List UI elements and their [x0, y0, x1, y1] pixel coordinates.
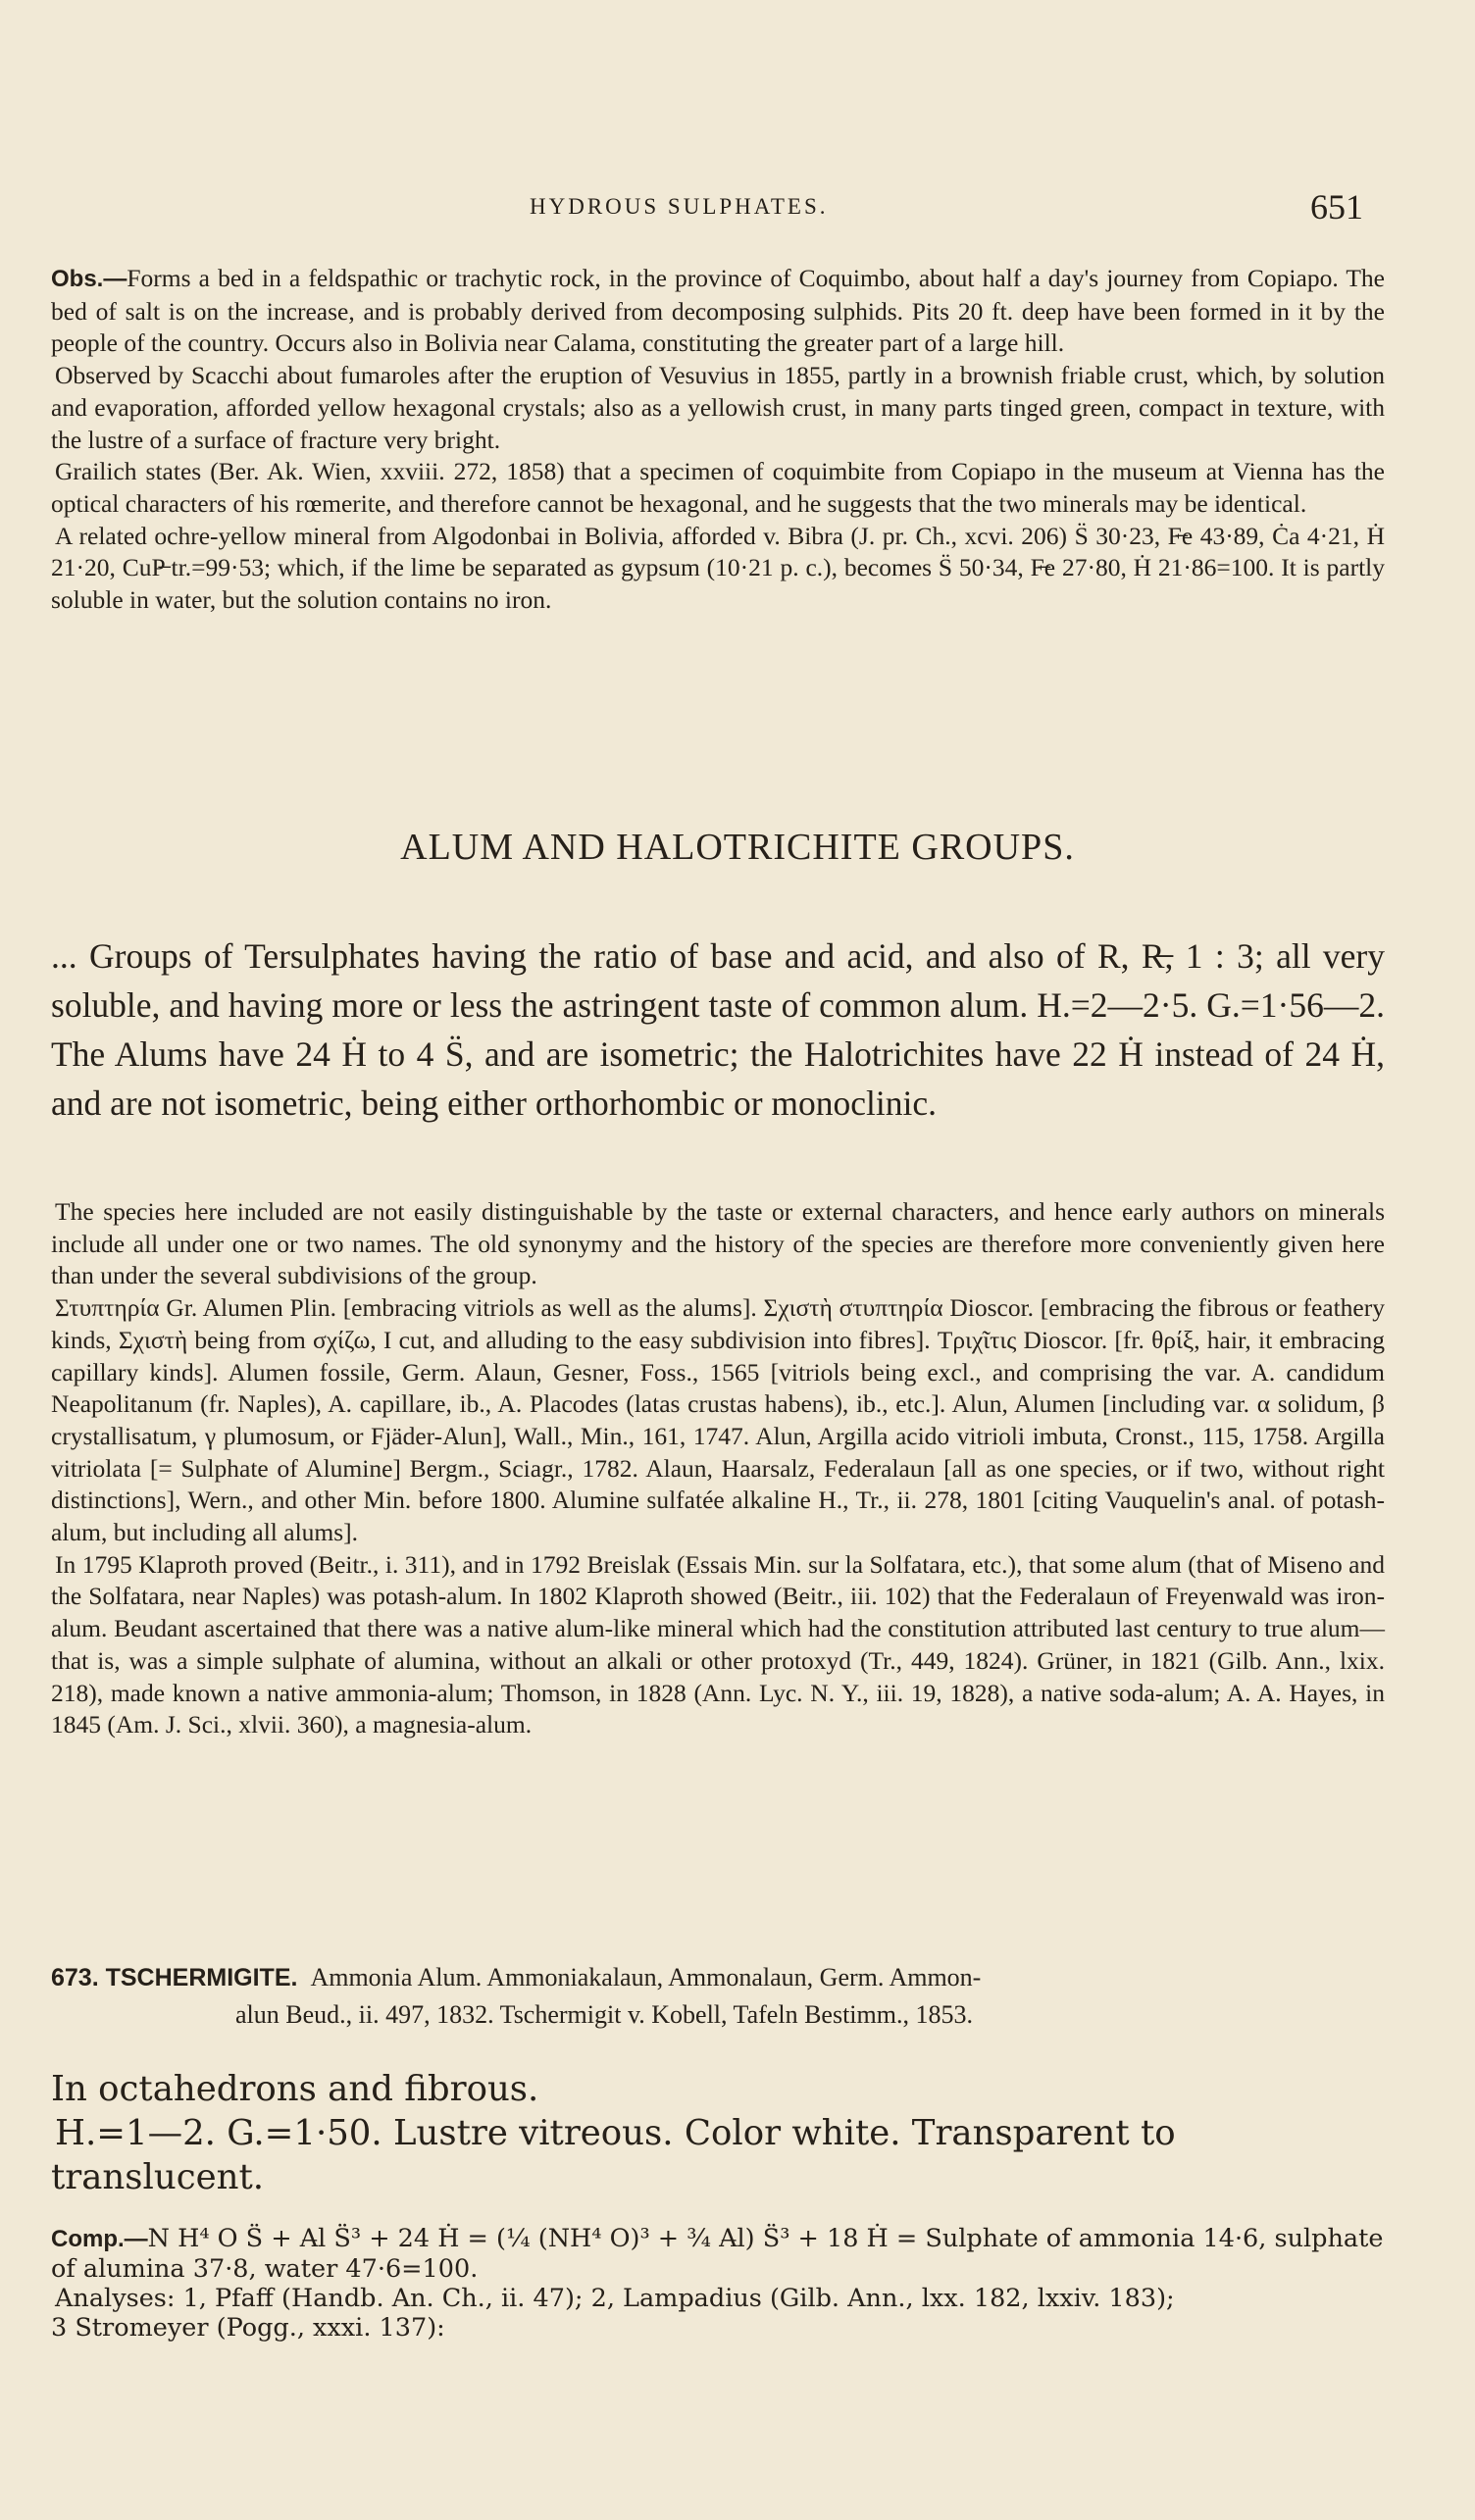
- note-paragraph: [51, 456, 1385, 520]
- composition: [51, 2224, 1385, 2284]
- synonymy-paragraph: The species here included are not easily distinguishable by the taste or external characters, and hence early authors on minerals include all under one or two names. The old synonymy and the history of the species are therefore more conveniently given here than under the several subdivisions of the group.: [51, 1197, 1385, 1290]
- running-header: [0, 186, 1475, 226]
- composition-block: [51, 2224, 1385, 2343]
- note-paragraph: [51, 360, 1385, 456]
- note-text: A related ochre-yellow mineral from Algodonbai in Bolivia, afforded v. Bibra (J. pr. Ch., xcvi. 206) S̈ 30·23, F̶e 43·89, Ċa 4·21, Ḣ 21·20, CuP̶ tr.=99·53; which, if the lime be separated as gypsum (10·21 p. c.), becomes S̈ 50·34, F̶e 27·80, Ḣ 21·86=100. It is partly soluble in water, but the solution contains no iron.: [51, 521, 1385, 615]
- synonymy-paragraph: Στυπτηρία Gr. Alumen Plin. [embracing vitriols as well as the alums]. Σχιστὴ στυπτηρία Dioscor. [embracing the fibrous or feathery kinds, Σχιστὴ being from σχίζω, I cut, and alluding to the easy subdivision into fibres]. Τριχῖτις Dioscor. [fr. θρίξ, hair, it embracing capillary kinds]. Alumen fossile, Germ. Alaun, Gesner, Foss., 1565 [vitriols being excl., and comprising the var. A. candidum Neapolitanum (fr. Naples), A. capillare, ib., A. Placodes (latas crustas habens), ib., etc.]. Alun, Alumen [including var. α solidum, β crystallisatum, γ plumosum, or Fjäder-Alun], Wall., Min., 161, 1747. Alun, Argilla acido vitrioli imbuta, Cronst., 115, 1758. Argilla vitriolata [= Sulphate of Alumine] Bergm., Sciagr., 1782. Alaun, Haarsalz, Federalaun [all as one species, or if two, without right distinctions], Wern., and other Min. before 1800. Alumine sulfatée alkaline H., Tr., ii. 278, 1801 [citing Vauquelin's anal. of potash-alum, but including all alums].: [51, 1293, 1385, 1547]
- note-text: Grailich states (Ber. Ak. Wien, xxviii. 272, 1858) that a specimen of coquimbite from Copiapo in the museum at Vienna has the optical characters of his rœmerite, and therefore cannot be hexagonal, and he suggests that the two minerals may be identical.: [51, 457, 1385, 518]
- species-number-name: 673. TSCHERMIGITE.: [51, 1964, 298, 1991]
- note-text: Observed by Scacchi about fumaroles after the eruption of Vesuvius in 1855, partly in a brownish friable crust, which, by solution and evaporation, afforded yellow hexagonal crystals; also as a yellowish crust, in many parts tinged green, compact in texture, with the lustre of a surface of fracture very bright.: [51, 361, 1385, 454]
- description-line: translucent.: [51, 2157, 265, 2197]
- species-heading: [51, 1959, 1404, 2033]
- species-synonyms-continued: alun Beud., ii. 497, 1832. Tschermigit v. Kobell, Tafeln Bestimm., 1853.: [235, 2000, 973, 2029]
- synonymy-paragraph: In 1795 Klaproth proved (Beitr., i. 311), and in 1792 Breislak (Essais Min. sur la Solfatara, etc.), that some alum (that of Miseno and the Solfatara, near Naples) was potash-alum. In 1802 Klaproth showed (Beitr., iii. 102) that the Federalaun of Freyenwald was iron-alum. Beudant ascertained that there was a native alum-like mineral which had the constitution attributed last century to true alum—that is, was a simple sulphate of alumina, without an alkali or other protoxyd (Tr., 449, 1824). Grüner, in 1821 (Gilb. Ann., lxix. 218), made known a native ammonia-alum; Thomson, in 1828 (Ann. Lyc. N. Y., iii. 19, 1828), a native soda-alum; A. A. Hayes, in 1845 (Am. J. Sci., xlvii. 360), a magnesia-alum.: [51, 1549, 1385, 1739]
- note-paragraph: [51, 263, 1385, 360]
- running-title: HYDROUS SULPHATES.: [530, 194, 829, 219]
- comp-label: Comp.—: [51, 2226, 148, 2252]
- analyses-line: 3 Stromeyer (Pogg., xxxi. 137):: [51, 2313, 445, 2343]
- group-intro-text: ... Groups of Tersulphates having the ratio of base and acid, and also of R, R̶, 1 : 3; all very soluble, and having more or less the astringent taste of common alum. H.=2—2·5. G.=1·56—2. The Alums have 24 Ḣ to 4 S̈, and are isometric; the Halotrichites have 22 Ḣ instead of 24 Ḣ, and are not isometric, being either orthorhombic or monoclinic.: [51, 936, 1385, 1123]
- group-introduction: [51, 932, 1385, 1128]
- species-heading-line: [51, 1959, 1404, 1996]
- note-text: Forms a bed in a feldspathic or trachytic rock, in the province of Coquimbo, about half a day's journey from Copiapo. The bed of salt is on the increase, and is probably derived from decomposing sulphids. Pits 20 ft. deep have been formed in it by the people of the country. Occurs also in Bolivia near Calama, constituting the greater part of a large hill.: [51, 264, 1385, 358]
- page-number: 651: [1310, 187, 1363, 227]
- coquimbite-notes: [51, 263, 1385, 617]
- comp-text: N H⁴ O S̈ + A̶l S̈³ + 24 Ḣ = (¼ (NH⁴ O)³ + ¾ A̶l) S̈³ + 18 Ḣ = Sulphate of ammonia 14·6, sulphate of alumina 37·8, water 47·6=100.: [51, 2224, 1384, 2284]
- description-line: H.=1—2. G.=1·50. Lustre vitreous. Color white. Transparent to: [55, 2113, 1176, 2153]
- section-title: ALUM AND HALOTRICHITE GROUPS.: [400, 827, 1075, 868]
- analyses-line: Analyses: 1, Pfaff (Handb. An. Ch., ii. 47); 2, Lampadius (Gilb. Ann., lxx. 182, lxxiv. 183);: [55, 2284, 1175, 2313]
- synonymy-history: [51, 1196, 1385, 1741]
- note-paragraph: [51, 521, 1385, 617]
- description-line: In octahedrons and fibrous.: [51, 2069, 539, 2109]
- species-synonyms: Ammonia Alum. Ammoniakalaun, Ammonalaun, Germ. Ammon-: [310, 1963, 982, 1991]
- obs-label: Obs.—: [51, 266, 127, 292]
- species-description: [51, 2067, 1385, 2199]
